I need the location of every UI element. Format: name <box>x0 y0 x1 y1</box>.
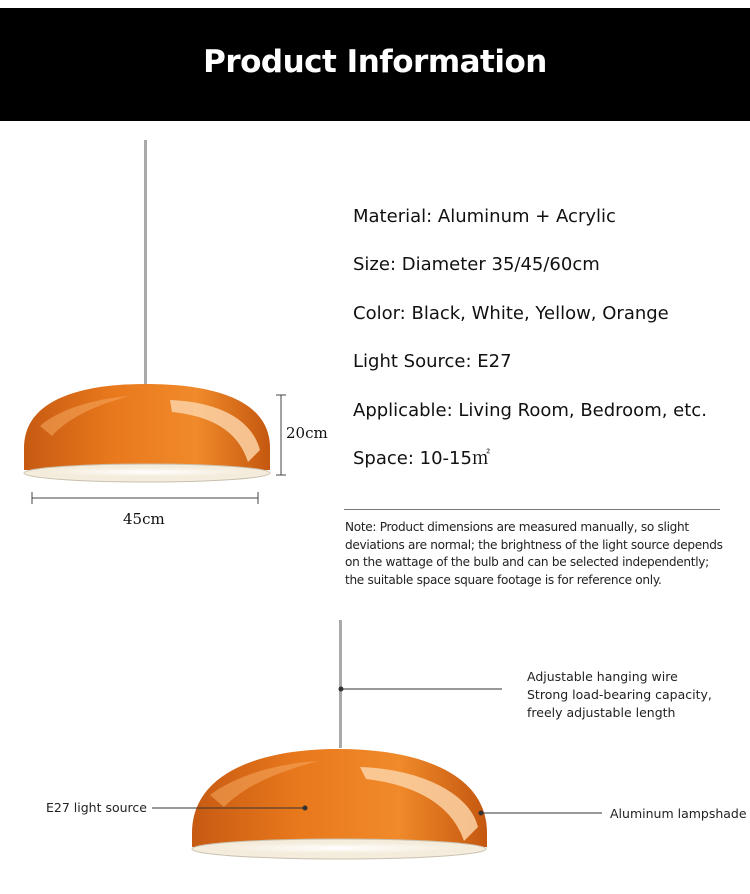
callout-hanging-wire-line-2: Strong load-bearing capacity, <box>527 687 712 702</box>
header-banner <box>0 8 750 121</box>
callout-hanging-wire-line-1: Adjustable hanging wire <box>527 669 678 684</box>
callout-light-source: E27 light source <box>46 800 147 815</box>
hanging-rod <box>339 620 342 748</box>
spec-size: Size: Diameter 35/45/60cm <box>353 254 600 276</box>
spec-space: Space: 10-15㎡ <box>353 447 490 469</box>
divider <box>344 509 720 510</box>
page-title: Product Information <box>203 43 547 80</box>
height-dimension-label: 20cm <box>286 424 328 442</box>
lamp-dimension-illustration <box>0 130 340 550</box>
note-text: Note: Product dimensions are measured manually, so slight deviations are normal; the brightness of the light source depends on the wattage of the bulb and can be selected independently; the suitable space square footage is for reference only. <box>345 520 723 587</box>
hanging-rod <box>144 140 147 390</box>
spec-material: Material: Aluminum + Acrylic <box>353 206 616 227</box>
spec-list <box>353 200 733 490</box>
callout-hanging-wire-line-3: freely adjustable length <box>527 705 676 720</box>
spec-color: Color: Black, White, Yellow, Orange <box>353 302 669 324</box>
lamp-callout-illustration <box>0 615 750 894</box>
spec-light-source: Light Source: E27 <box>353 351 512 373</box>
width-dimension-label: 45cm <box>123 510 165 528</box>
spec-applicable: Applicable: Living Room, Bedroom, etc. <box>353 399 707 421</box>
callout-hanging-wire <box>527 668 712 722</box>
callout-lampshade: Aluminum lampshade <box>610 806 747 821</box>
